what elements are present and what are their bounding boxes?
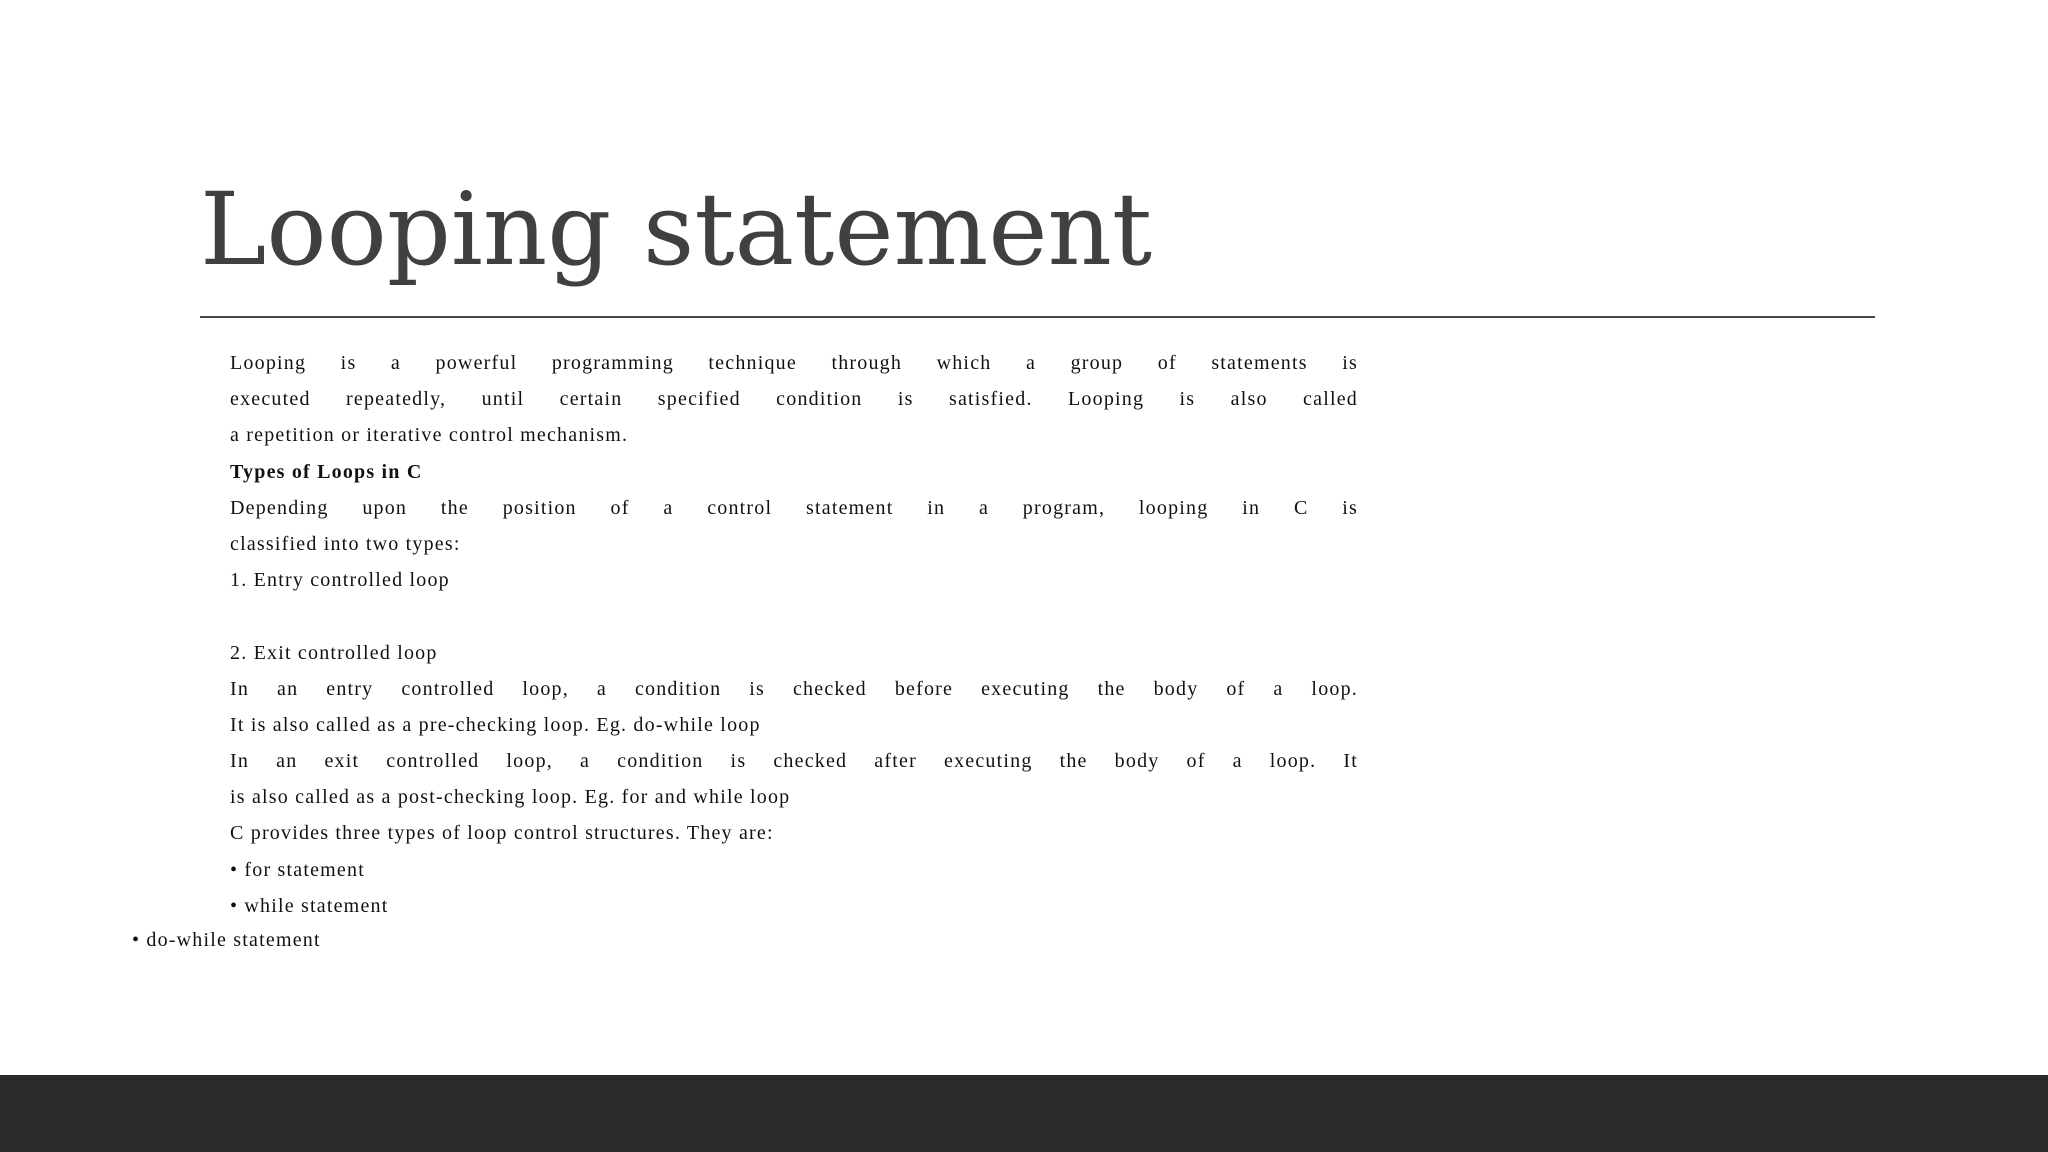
structures-intro: C provides three types of loop control structures. They are:: [230, 822, 774, 845]
loop-type-item: 1. Entry controlled loop: [230, 569, 450, 592]
paragraph-line: a repetition or iterative control mechanism.: [230, 424, 629, 447]
paragraph-line: Depending upon the position of a control statement in a program, looping in C is: [230, 496, 1358, 519]
paragraph-line: In an entry controlled loop, a condition is checked before executing the body of a loop.: [230, 677, 1358, 700]
title-divider: [200, 316, 1875, 318]
paragraph-line: It is also called as a pre-checking loop. Eg. do-while loop: [230, 713, 761, 736]
paragraph-line: is also called as a post-checking loop. Eg. for and while loop: [230, 786, 791, 809]
paragraph-line: Looping is a powerful programming technique through which a group of statements is: [230, 352, 1358, 374]
footer-bar: [0, 1075, 2048, 1152]
bullet-item: • while statement: [230, 894, 389, 917]
slide-body: [230, 345, 1358, 924]
bullet-item: • do-while statement: [132, 929, 321, 951]
paragraph-line: In an exit controlled loop, a condition is checked after executing the body of a loop. It: [230, 750, 1358, 773]
blank-line: [230, 598, 1358, 634]
loop-type-item: 2. Exit controlled loop: [230, 641, 438, 664]
paragraph-line: classified into two types:: [230, 532, 461, 555]
bullet-item: • for statement: [230, 858, 365, 881]
paragraph-line: executed repeatedly, until certain specified condition is satisfied. Looping is also called: [230, 388, 1358, 411]
slide-title: Looping statement: [200, 171, 1153, 288]
types-heading: Types of Loops in C: [230, 460, 423, 483]
